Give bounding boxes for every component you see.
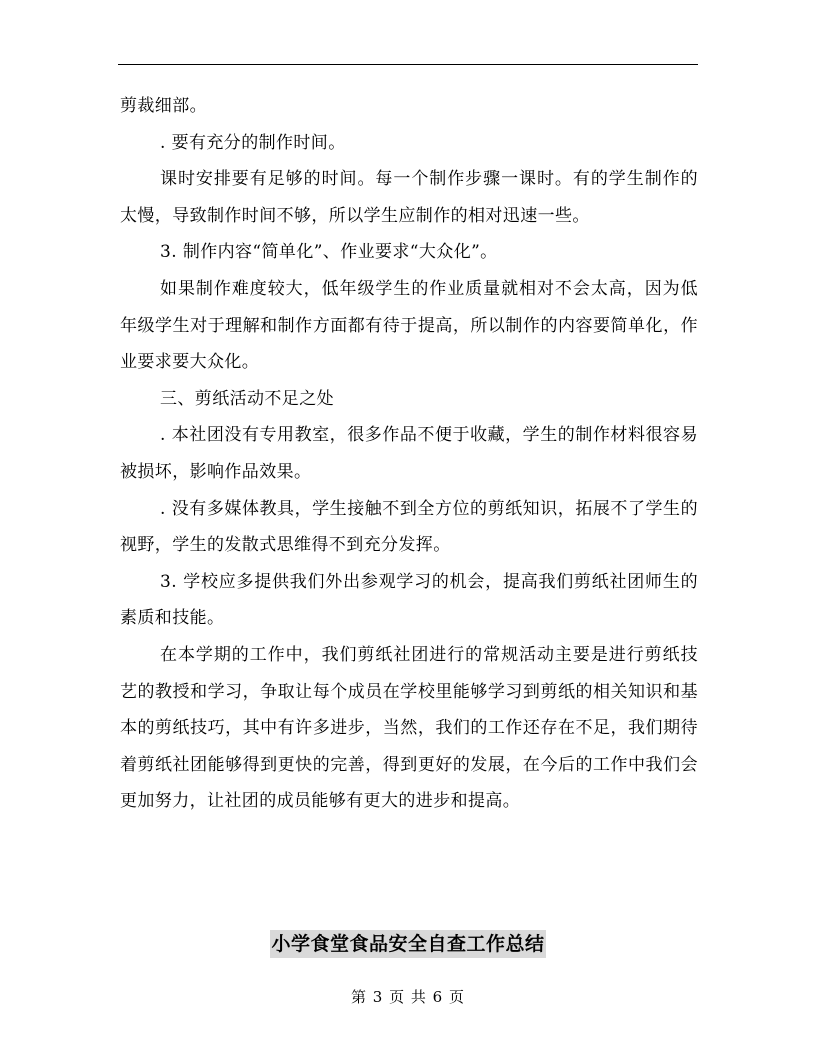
paragraph: 3. 学校应多提供我们外出参观学习的机会，提高我们剪纸社团师生的素质和技能。 [120, 571, 698, 629]
paragraph: 如果制作难度较大，低年级学生的作业质量就相对不会太高，因为低年级学生对于理解和制作方面都有待于提高，所以制作的内容要简单化，作业要求要大众化。 [120, 278, 698, 373]
paragraph: 课时安排要有足够的时间。每一个制作步骤一课时。有的学生制作的太慢，导致制作时间不够，所以学生应制作的相对迅速一些。 [120, 169, 698, 226]
paragraph: . 要有充分的制作时间。 [160, 132, 346, 153]
paragraph: 剪裁细部。 [120, 96, 207, 116]
header-rule [118, 64, 698, 65]
document-body [120, 88, 698, 820]
paragraph: 在本学期的工作中，我们剪纸社团进行的常规活动主要是进行剪纸技艺的教授和学习，争取让每个成员在学校里能够学习到剪纸的相关知识和基本的剪纸技巧，其中有许多进步，当然，我们的工作还存在不足，我们期待着剪纸社团能够得到更快的完善，得到更好的发展，在今后的工作中我们会更加努力，让社团的成员能够有更大的进步和提高。 [120, 644, 698, 812]
paragraph: 3. 制作内容“简单化”、作业要求“大众化”。 [160, 242, 498, 263]
page-number-label: 第 3 页 共 6 页 [351, 988, 465, 1006]
page-footer [0, 986, 816, 1008]
paragraph: . 没有多媒体教具，学生接触不到全方位的剪纸知识，拓展不了学生的视野，学生的发散式思维得不到充分发挥。 [120, 498, 698, 556]
section-heading: 三、剪纸活动不足之处 [160, 388, 334, 409]
paragraph: . 本社团没有专用教室，很多作品不便于收藏，学生的制作材料很容易被损坏，影响作品效果。 [120, 425, 698, 482]
next-section-title [0, 930, 816, 958]
next-section-title-text: 小学食堂食品安全自查工作总结 [270, 930, 545, 958]
